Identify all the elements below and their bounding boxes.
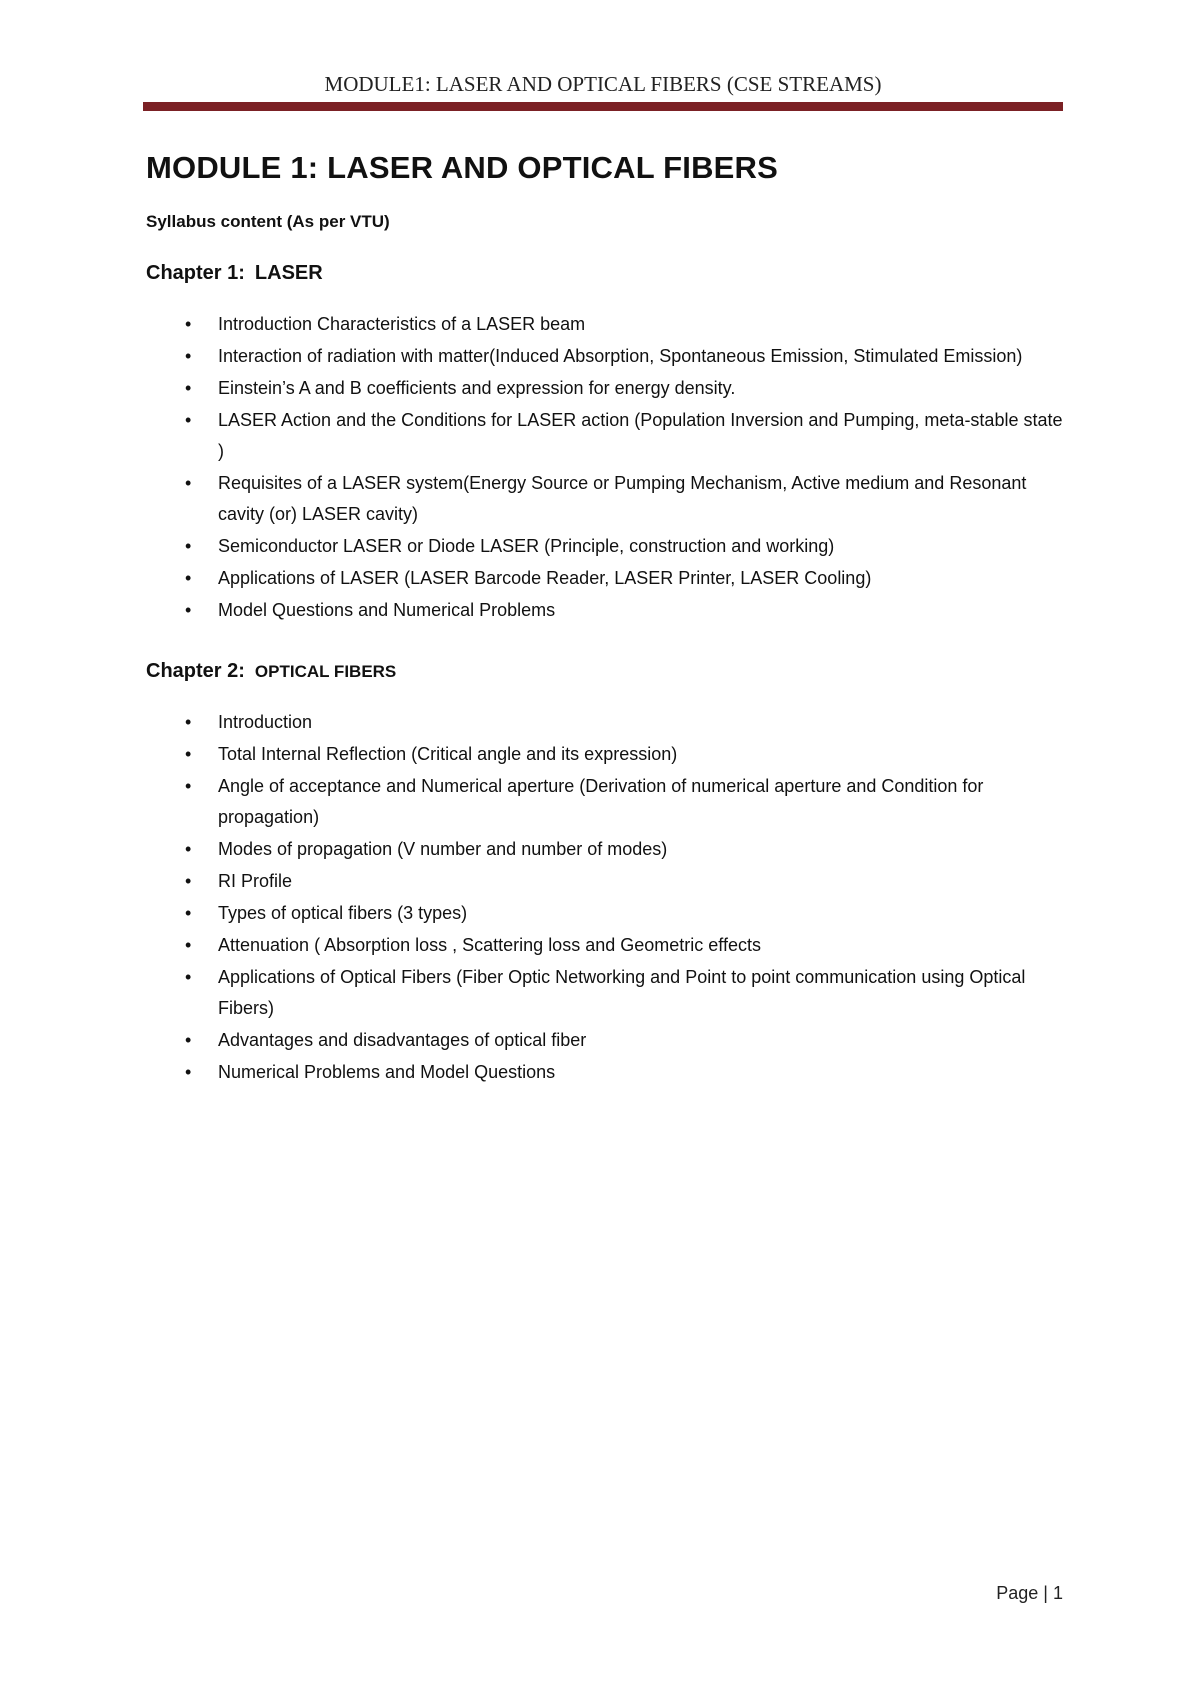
topic-text: LASER Action and the Conditions for LASER action (Population Inversion and Pumping, meta-stable state ) [218, 410, 1063, 461]
syllabus-label: Syllabus content (As per VTU) [146, 212, 390, 231]
bullet-icon: • [185, 776, 192, 796]
topic-text: Attenuation ( Absorption loss , Scattering loss and Geometric effects [218, 935, 761, 955]
bullet-icon: • [185, 839, 192, 859]
chapter-2-heading [146, 660, 1066, 683]
list-item [146, 531, 1066, 562]
bullet-icon: • [185, 410, 192, 430]
chapter-1-heading [146, 262, 1066, 285]
bullet-icon: • [185, 712, 192, 732]
topic-text: Einstein’s A and B coefficients and expression for energy density. [218, 378, 736, 398]
list-item [146, 771, 1066, 833]
list-item [146, 866, 1066, 897]
list-item [146, 1025, 1066, 1056]
bullet-icon: • [185, 378, 192, 398]
bullet-icon: • [185, 1030, 192, 1050]
bullet-icon: • [185, 473, 192, 493]
chapter-1-topic-list [146, 309, 1066, 626]
bullet-icon: • [185, 744, 192, 764]
document-title: MODULE 1: LASER AND OPTICAL FIBERS [146, 150, 778, 185]
topic-text: Total Internal Reflection (Critical angle and its expression) [218, 744, 678, 764]
bullet-icon: • [185, 568, 192, 588]
list-item [146, 930, 1066, 961]
bullet-icon: • [185, 346, 192, 366]
bullet-icon: • [185, 536, 192, 556]
bullet-icon: • [185, 314, 192, 334]
topic-text: Semiconductor LASER or Diode LASER (Principle, construction and working) [218, 536, 835, 556]
running-header: MODULE1: LASER AND OPTICAL FIBERS (CSE STREAMS) [324, 72, 882, 96]
topic-text: Modes of propagation (V number and number of modes) [218, 839, 668, 859]
chapter-2-label: Chapter 2: [146, 660, 245, 682]
list-item [146, 309, 1066, 340]
chapter-2-title: OPTICAL FIBERS [254, 662, 397, 681]
topic-text: Introduction Characteristics of a LASER beam [218, 314, 586, 334]
document-body [146, 150, 1066, 1122]
list-item [146, 834, 1066, 865]
list-item [146, 595, 1066, 626]
chapter-2-topic-list [146, 707, 1066, 1088]
bullet-icon: • [185, 871, 192, 891]
topic-text: Interaction of radiation with matter(Induced Absorption, Spontaneous Emission, Stimulated Emission) [218, 346, 1023, 366]
list-item [146, 341, 1066, 372]
list-item [146, 898, 1066, 929]
list-item [146, 962, 1066, 1024]
topic-text: Model Questions and Numerical Problems [218, 600, 556, 620]
list-item [146, 405, 1066, 467]
page-number: Page | 1 [996, 1583, 1063, 1603]
list-item [146, 739, 1066, 770]
bullet-icon: • [185, 600, 192, 620]
list-item [146, 563, 1066, 594]
header-rule [143, 102, 1063, 111]
topic-text: RI Profile [218, 871, 293, 891]
topic-text: Applications of LASER (LASER Barcode Reader, LASER Printer, LASER Cooling) [218, 568, 872, 588]
topic-text: Types of optical fibers (3 types) [218, 903, 468, 923]
topic-text: Angle of acceptance and Numerical aperture (Derivation of numerical aperture and Condition for propagation) [218, 776, 984, 827]
bullet-icon: • [185, 935, 192, 955]
topic-text: Introduction [218, 712, 313, 732]
bullet-icon: • [185, 967, 192, 987]
list-item [146, 707, 1066, 738]
topic-text: Numerical Problems and Model Questions [218, 1062, 556, 1082]
list-item [146, 373, 1066, 404]
topic-text: Advantages and disadvantages of optical fiber [218, 1030, 587, 1050]
chapter-1-title: LASER [254, 262, 323, 284]
chapter-1-label: Chapter 1: [146, 262, 245, 284]
bullet-icon: • [185, 1062, 192, 1082]
topic-text: Requisites of a LASER system(Energy Source or Pumping Mechanism, Active medium and Resonant cavity (or) LASER cavity) [218, 473, 1027, 524]
list-item [146, 1057, 1066, 1088]
topic-text: Applications of Optical Fibers (Fiber Optic Networking and Point to point communication using Optical Fibers) [218, 967, 1026, 1018]
bullet-icon: • [185, 903, 192, 923]
list-item [146, 468, 1066, 530]
